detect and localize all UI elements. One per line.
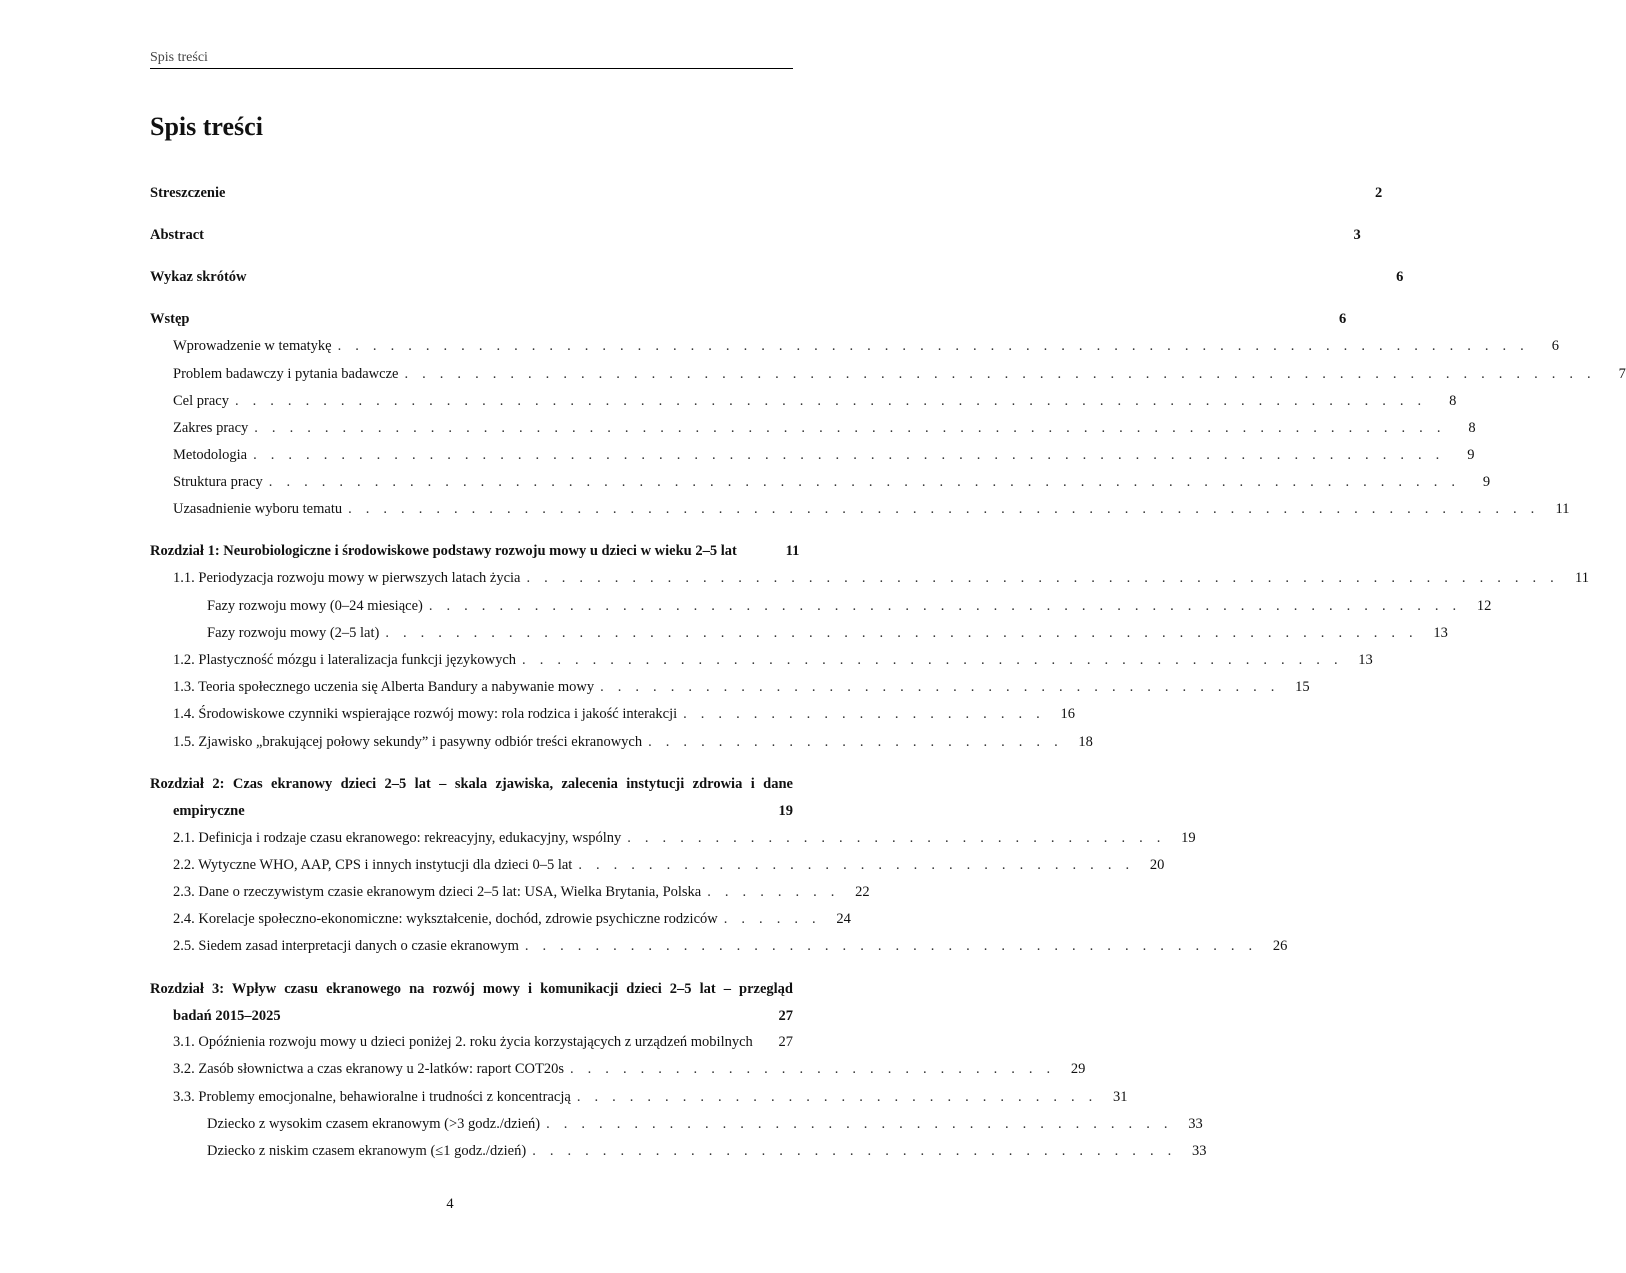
leader-dots: . . . . . . . . . . . . . . . . . . . . . xyxy=(683,706,1045,722)
leader-dots: . . . . . . . . . . . . . . . . . . . . . . . . . . . . . . . . . . . . . . . . . . . . . . . . . . . . . . . . . . . . . . . . . . . . xyxy=(234,393,1427,409)
toc-entry[interactable] xyxy=(207,1143,1207,1160)
toc-entry-page: 13 xyxy=(1433,625,1448,641)
toc-entry-page: 22 xyxy=(855,884,870,900)
leader-dots: . . . . . . . . . . . . . . . . . . . . . . . . . . . . . . . . . . . . . . . . . . . . . . . xyxy=(522,652,1343,668)
toc-entry-label: 1.2. Plastyczność mózgu i lateralizacja funkcji językowych xyxy=(173,652,517,668)
toc-entry-label: 2.2. Wytyczne WHO, AAP, CPS i innych instytucji dla dzieci 0–5 lat xyxy=(173,857,573,873)
toc-entry[interactable] xyxy=(207,598,1492,615)
toc-entry-page: 6 xyxy=(1551,338,1559,354)
toc-entry-page: 20 xyxy=(1149,857,1165,873)
toc-entry-page: 11 xyxy=(1555,501,1570,517)
toc-entry[interactable] xyxy=(173,1061,1086,1078)
toc-entry-label: 3.1. Opóźnienia rozwoju mowy u dzieci poniżej 2. roku życia korzystających z urządzeń mobilnych xyxy=(173,1034,753,1050)
page-title: Spis treści xyxy=(150,112,263,141)
toc-entry-label: 1.1. Periodyzacja rozwoju mowy w pierwszych latach życia xyxy=(173,570,521,586)
toc-entry[interactable] xyxy=(173,706,1075,723)
toc-chapter-3[interactable] xyxy=(150,976,793,1030)
toc-entry-wykaz-skrotow[interactable] xyxy=(150,269,1404,286)
toc-entry[interactable] xyxy=(207,1116,1203,1133)
toc-entry[interactable] xyxy=(173,734,1093,751)
toc-entry-label: 1.4. Środowiskowe czynniki wspierające rozwój mowy: rola rodzica i jakość interakcji xyxy=(173,706,678,722)
toc-entry-page: 12 xyxy=(1476,598,1492,614)
toc-entry-label: Fazy rozwoju mowy (0–24 miesiące) xyxy=(207,598,423,614)
toc-entry-label: Cel pracy xyxy=(173,393,229,409)
toc-entry-page: 19 xyxy=(778,803,793,819)
leader-dots: . . . . . . . . . . . . . . . . . . . . . . . . . . . . . . . . . . . . . . . . . . . . . . . . . . . . . . . . . . . . . . . . . . . . xyxy=(254,420,1446,436)
leader-dots: . . . . . . . . . . . . . . . . . . . . . . . . . . . . . . . . . . . . xyxy=(546,1116,1173,1132)
leader-dots: . . . . . . xyxy=(723,911,821,927)
toc-entry-label: 3.2. Zasób słownictwa a czas ekranowy u 2-latków: raport COT20s xyxy=(173,1061,564,1077)
toc-entry-page: 27 xyxy=(778,1034,793,1050)
leader-dots: . . . . . . . . . . . . . . . . . . . . . . . . . . . . . . xyxy=(576,1089,1098,1105)
toc-entry-label-continued: badań 2015–2025 xyxy=(173,1008,281,1024)
toc-chapter-1[interactable] xyxy=(150,543,800,560)
toc-entry-page: 31 xyxy=(1113,1089,1128,1105)
toc-entry-wstep[interactable] xyxy=(150,311,1347,328)
leader-dots: . . . . . . . . . . . . . . . . . . . . . . . . . . . . . . . . xyxy=(578,857,1135,873)
leader-dots: . . . . . . . . . . . . . . . . . . . . . . . . . . . . . . . . . . . . . . . . . . . . . . . . . . . . . . . . . . . . . . . . . . . . xyxy=(404,366,1596,382)
toc-entry-label: 2.1. Definicja i rodzaje czasu ekranowego: rekreacyjny, edukacyjny, wspólny xyxy=(173,830,622,846)
toc-entry-label: Rozdział 2: Czas ekranowy dzieci 2–5 lat – skala zjawiska, zalecenia instytucji zdrowia i dane xyxy=(150,776,793,792)
toc-entry[interactable] xyxy=(173,474,1491,491)
toc-entry[interactable] xyxy=(173,938,1288,955)
toc-entry-label: Zakres pracy xyxy=(173,420,249,436)
leader-dots: . . . . . . . . . . . . . . . . . . . . . . . . xyxy=(648,734,1063,750)
toc-entry-page: 29 xyxy=(1070,1061,1086,1077)
leader-dots: . . . . . . . . . . . . . . . . . . . . . . . . . . . . . . . . . . . . . . . . . . . . . . . . . . . . . . . . . . . . . . . . . . . . xyxy=(337,338,1529,354)
toc-entry-label: Uzasadnienie wyboru tematu xyxy=(173,501,343,517)
leader-dots: . . . . . . . . . . . . . . . . . . . . . . . . . . . . xyxy=(570,1061,1056,1077)
toc-entry-label: Problem badawczy i pytania badawcze xyxy=(173,366,399,382)
toc-entry[interactable] xyxy=(173,338,1559,355)
toc-entry[interactable] xyxy=(207,625,1448,642)
toc-chapter-2[interactable] xyxy=(150,771,793,825)
toc-entry-label: Struktura pracy xyxy=(173,474,263,490)
toc-entry[interactable] xyxy=(173,366,1626,383)
toc-entry-label: 1.3. Teoria społecznego uczenia się Alberta Bandury a nabywanie mowy xyxy=(173,679,595,695)
toc-entry-label: Rozdział 3: Wpływ czasu ekranowego na rozwój mowy i komunikacji dzieci 2–5 lat – przegląd xyxy=(150,981,793,997)
toc-entry-page: 11 xyxy=(1575,570,1590,586)
toc-entry-label: 2.5. Siedem zasad interpretacji danych o czasie ekranowym xyxy=(173,938,519,954)
toc-entry[interactable] xyxy=(173,570,1590,587)
toc-entry[interactable] xyxy=(173,1034,793,1051)
toc-entry-label: Streszczenie xyxy=(150,185,226,201)
toc-entry-page: 27 xyxy=(778,1008,793,1024)
toc-entry[interactable] xyxy=(173,393,1457,410)
toc-entry-page: 8 xyxy=(1468,420,1476,436)
toc-entry[interactable] xyxy=(173,501,1570,518)
toc-entry-page: 16 xyxy=(1060,706,1075,722)
toc-entry-label: 3.3. Problemy emocjonalne, behawioralne i trudności z koncentracją xyxy=(173,1089,571,1105)
toc-entry-streszczenie[interactable] xyxy=(150,185,1383,202)
toc-entry-label-continued: empiryczne xyxy=(173,803,245,819)
toc-entry-label: Wprowadzenie w tematykę xyxy=(173,338,332,354)
toc-entry-page: 3 xyxy=(1353,227,1361,243)
toc-entry-page: 33 xyxy=(1191,1143,1207,1159)
toc-entry-page: 11 xyxy=(785,543,800,559)
leader-dots: . . . . . . . . . . . . . . . . . . . . . . . . . . . . . . . . . . . . . xyxy=(532,1143,1177,1159)
page-number: 4 xyxy=(446,1196,454,1212)
toc-entry-page: 6 xyxy=(1396,269,1404,285)
toc-entry[interactable] xyxy=(173,679,1310,696)
toc-entry-page: 9 xyxy=(1482,474,1491,490)
toc-entry-page: 19 xyxy=(1181,830,1196,846)
toc-entry[interactable] xyxy=(173,857,1165,874)
toc-entry-page: 33 xyxy=(1188,1116,1203,1132)
toc-entry-page: 9 xyxy=(1467,447,1475,463)
toc-entry-page: 8 xyxy=(1449,393,1457,409)
toc-entry-label: 2.4. Korelacje społeczno-ekonomiczne: wykształcenie, dochód, zdrowie psychiczne rodziców xyxy=(173,911,718,927)
toc-entry-label: Dziecko z wysokim czasem ekranowym (>3 godz./dzień) xyxy=(207,1116,541,1132)
toc-entry-abstract[interactable] xyxy=(150,227,1361,244)
toc-entry[interactable] xyxy=(173,830,1196,847)
leader-dots: . . . . . . . . . . . . . . . . . . . . . . . . . . . . . . . . . . . . . . . . . . . . . . . . . . . . . . . . . . . xyxy=(428,598,1462,614)
toc-entry[interactable] xyxy=(173,884,870,901)
toc-entry-page: 6 xyxy=(1339,311,1347,327)
toc-entry-label: Wykaz skrótów xyxy=(150,269,247,285)
leader-dots: . . . . . . . . . . . . . . . . . . . . . . . . . . . . . . . . . . . . . . . . . . . . . . . . . . . . . . . . . . . . . . . . . . . . xyxy=(253,447,1445,463)
leader-dots: . . . . . . . . . . . . . . . . . . . . . . . . . . . . . . . . . . . . . . . . . . xyxy=(524,938,1258,954)
leader-dots: . . . . . . . . . . . . . . . . . . . . . . . . . . . . . . . . . . . . . . . . . . . . . . . . . . . . . . . . . . . . . . . . . . . . xyxy=(268,474,1461,490)
toc-entry-label: Dziecko z niskim czasem ekranowym (≤1 godz./dzień) xyxy=(207,1143,527,1159)
toc-entry-page: 15 xyxy=(1295,679,1310,695)
toc-entry-label: Rozdział 1: Neurobiologiczne i środowiskowe podstawy rozwoju mowy u dzieci w wieku 2–5 lat xyxy=(150,543,737,559)
toc-entry[interactable] xyxy=(173,652,1373,669)
toc-entry[interactable] xyxy=(173,911,851,928)
toc-entry[interactable] xyxy=(173,420,1476,437)
toc-entry-page: 26 xyxy=(1272,938,1288,954)
toc-entry-label: 1.5. Zjawisko „brakującej połowy sekundy” i pasywny odbiór treści ekranowych xyxy=(173,734,643,750)
toc-entry-page: 2 xyxy=(1374,185,1383,201)
toc-entry-page: 13 xyxy=(1358,652,1373,668)
toc-entry-page: 7 xyxy=(1618,366,1626,382)
toc-entry-label: Abstract xyxy=(150,227,204,243)
toc-entry-label: Metodologia xyxy=(173,447,248,463)
toc-entry-page: 24 xyxy=(836,911,851,927)
toc-entry-label: Wstęp xyxy=(150,311,190,327)
toc-entry[interactable] xyxy=(173,447,1475,464)
leader-dots: . . . . . . . . xyxy=(707,884,840,900)
running-header: Spis treści xyxy=(150,50,793,69)
toc-entry-page: 18 xyxy=(1078,734,1093,750)
leader-dots: . . . . . . . . . . . . . . . . . . . . . . . . . . . . . . . . . . . . . . . . . . . . . . . . . . . . . . . . . . . xyxy=(385,625,1418,641)
leader-dots: . . . . . . . . . . . . . . . . . . . . . . . . . . . . . . . . . . . . . . . . . . . . . . . . . . . . . . . . . . . xyxy=(526,570,1560,586)
toc-entry[interactable] xyxy=(173,1089,1128,1106)
toc-entry-label: Fazy rozwoju mowy (2–5 lat) xyxy=(207,625,380,641)
leader-dots: . . . . . . . . . . . . . . . . . . . . . . . . . . . . . . . . . . . . . . . xyxy=(600,679,1280,695)
leader-dots: . . . . . . . . . . . . . . . . . . . . . . . . . . . . . . . xyxy=(627,830,1166,846)
toc-entry-label: 2.3. Dane o rzeczywistym czasie ekranowym dzieci 2–5 lat: USA, Wielka Brytania, Polska xyxy=(173,884,702,900)
leader-dots: . . . . . . . . . . . . . . . . . . . . . . . . . . . . . . . . . . . . . . . . . . . . . . . . . . . . . . . . . . . . . . . . . . . . xyxy=(348,501,1540,517)
